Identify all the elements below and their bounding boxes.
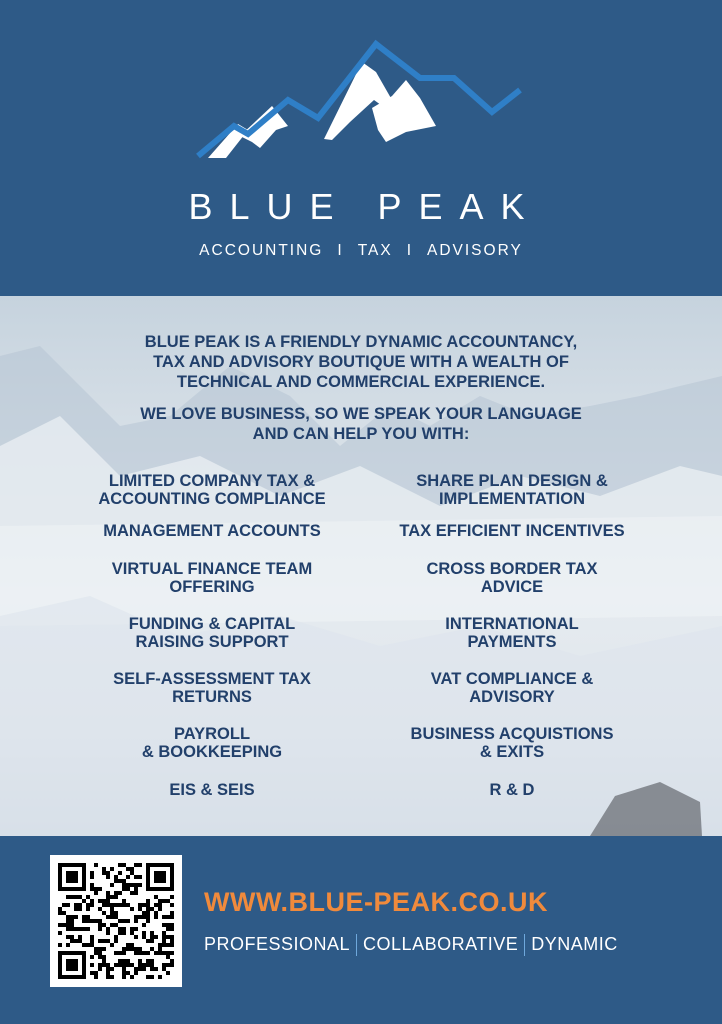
services-right-column: [362, 296, 662, 836]
company-values: [204, 934, 618, 956]
footer-banner: [0, 836, 722, 1024]
intro-line: TAX AND ADVISORY BOUTIQUE WITH A WEALTH OF: [153, 353, 569, 371]
qr-code-icon[interactable]: [50, 855, 182, 987]
service-line: FUNDING & CAPITAL: [128, 615, 296, 633]
value-divider: [524, 934, 525, 956]
service-line: RETURNS: [172, 688, 252, 706]
service-line: SHARE PLAN DESIGN &: [416, 472, 608, 490]
service-item: [62, 670, 362, 706]
service-line: ACCOUNTING COMPLIANCE: [98, 490, 326, 508]
website-link[interactable]: WWW.BLUE-PEAK.CO.UK: [204, 887, 548, 917]
service-item: [362, 725, 662, 761]
service-line: LIMITED COMPANY TAX &: [108, 472, 316, 490]
service-line: IMPLEMENTATION: [438, 490, 586, 508]
service-item: [62, 472, 362, 508]
mountain-peak-logo-icon: [190, 38, 530, 163]
service-line: CROSS BORDER TAX: [426, 560, 598, 578]
intro-line: TECHNICAL AND COMMERCIAL EXPERIENCE.: [176, 373, 546, 391]
service-line: ADVICE: [480, 578, 544, 596]
service-item: [362, 522, 662, 540]
service-line: & EXITS: [479, 743, 545, 761]
service-line: EIS & SEIS: [169, 781, 255, 799]
service-item: [362, 472, 662, 508]
service-item: [362, 781, 662, 799]
service-line: INTERNATIONAL: [445, 615, 579, 633]
intro-line: AND CAN HELP YOU WITH:: [252, 425, 470, 443]
service-line: & BOOKKEEPING: [141, 743, 283, 761]
service-line: OFFERING: [169, 578, 255, 596]
intro-line: WE LOVE BUSINESS, SO WE SPEAK YOUR LANGUAGE: [140, 405, 582, 423]
service-item: [362, 670, 662, 706]
service-line: VIRTUAL FINANCE TEAM: [111, 560, 313, 578]
service-line: SELF-ASSESSMENT TAX: [113, 670, 311, 688]
header-banner: [0, 0, 722, 296]
service-line: PAYROLL: [173, 725, 251, 743]
brand-tagline: [0, 242, 722, 260]
service-line: BUSINESS ACQUISTIONS: [410, 725, 614, 743]
services-section: [0, 296, 722, 836]
tagline-tax: TAX: [357, 242, 393, 259]
service-line: MANAGEMENT ACCOUNTS: [103, 522, 321, 540]
service-item: [362, 560, 662, 596]
brand-name: BLUE PEAK: [188, 186, 542, 227]
service-item: [62, 725, 362, 761]
service-item: [62, 781, 362, 799]
services-left-column: [62, 296, 362, 836]
service-line: RAISING SUPPORT: [135, 633, 289, 651]
service-item: [62, 615, 362, 651]
intro-line: BLUE PEAK IS A FRIENDLY DYNAMIC ACCOUNTANCY,: [144, 333, 578, 351]
qr-code-graphic: [50, 855, 182, 987]
value-dynamic: DYNAMIC: [531, 934, 618, 954]
service-item: [62, 560, 362, 596]
value-divider: [356, 934, 357, 956]
service-line: R & D: [489, 781, 535, 799]
service-line: TAX EFFICIENT INCENTIVES: [399, 522, 625, 540]
service-item: [362, 615, 662, 651]
tagline-accounting: ACCOUNTING: [199, 242, 324, 259]
service-line: PAYMENTS: [467, 633, 557, 651]
service-item: [62, 522, 362, 540]
tagline-separator: I: [337, 242, 344, 259]
service-line: ADVISORY: [469, 688, 555, 706]
value-professional: PROFESSIONAL: [204, 934, 351, 954]
value-collaborative: COLLABORATIVE: [363, 934, 519, 954]
tagline-advisory: ADVISORY: [427, 242, 523, 259]
service-line: VAT COMPLIANCE &: [430, 670, 594, 688]
tagline-separator: I: [406, 242, 413, 259]
